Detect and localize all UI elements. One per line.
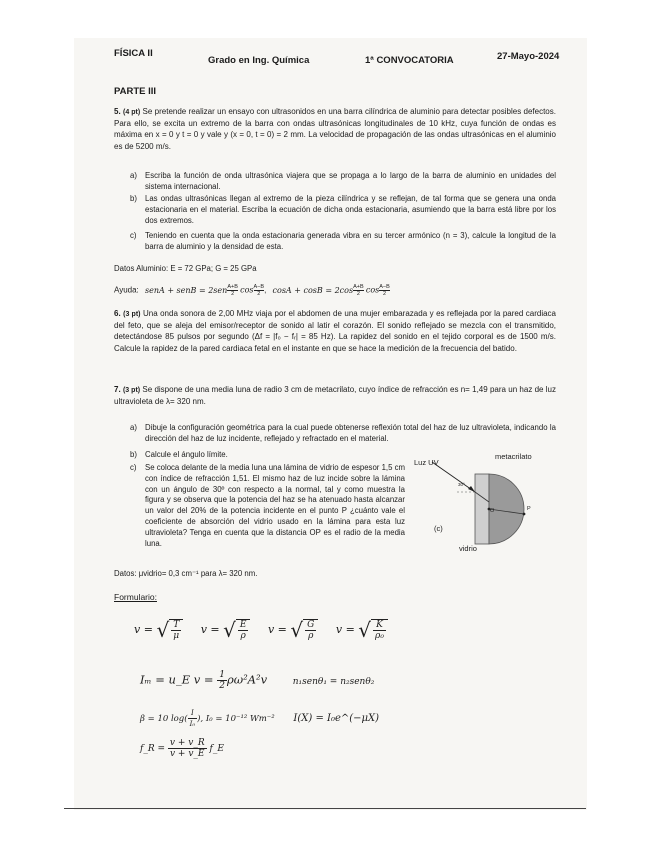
q5-help-cossum: cosA + cosB = 2cos: [272, 285, 354, 295]
q7-number: 7.: [114, 385, 121, 394]
v-eq-4: v =: [335, 623, 355, 636]
q7-item-b: [130, 450, 405, 461]
formula-intensity-row: Iₘ = u_E v = $\frac{1}{2}$ ρω²A²v n₁senθ₁ = n₂senθ₂: [140, 670, 375, 691]
intensity-formula: Iₘ = u_E v =: [140, 672, 218, 687]
uv-label: Luz UV: [414, 458, 439, 467]
glass-slab: [475, 474, 489, 544]
q5-item-a-label: a): [130, 171, 137, 180]
q7-item-c-text: Se coloca delante de la media luna una lámina de vidrio de espesor 1,5 cm con índice de refracción 1,51. El mismo haz de luz incide sobre la lámina con un ángulo de 30º con respecto a la normal, tal y como muestra la figura y se observa que la potencia del haz se ha atenuado hasta alcanzar un valor del 20% de la potencia incidente en el punto P ¿cuánto vale el coeficiente de absorción del vidrio usado en la lámina para esta luz ultravioleta? Tenga en cuenta que la distancia OP es el radio de la media luna.: [145, 463, 405, 548]
q5-data: Datos Aluminio: E = 72 GPa; G = 25 GPa: [114, 264, 257, 273]
formula-doppler-row: f_R = $\frac{v + v\_R}{v + v\_E}$ f_E: [140, 738, 224, 759]
q7-item-a: [130, 423, 556, 445]
q5-help-cos1: cos: [240, 285, 254, 295]
q6-statement: [114, 308, 556, 354]
figure-label: (c): [434, 524, 443, 533]
q5-help-frac4: $\frac{A-B}{2}$: [379, 284, 390, 297]
q7-item-c: [130, 463, 405, 549]
q5-item-b-label: b): [130, 194, 137, 203]
q5-number: 5.: [114, 107, 121, 116]
intensity-tail: ρω²A²v: [226, 672, 268, 687]
q5-help-frac2: $\frac{A-B}{2}$: [253, 284, 265, 297]
q5-item-b: [130, 194, 556, 226]
q7-item-c-label: c): [130, 463, 137, 472]
q7-item-b-label: b): [130, 450, 137, 459]
point-p: [523, 513, 526, 516]
part-title: PARTE III: [114, 86, 157, 97]
q5-points: (4 pt): [123, 109, 141, 116]
q7-data: Datos: μvidrio= 0,3 cm⁻¹ para λ= 320 nm.: [114, 569, 258, 578]
halfmoon-figure: [412, 452, 562, 562]
v-eq-1: v =: [134, 623, 153, 636]
q5-statement: [114, 106, 556, 152]
formulario-title: Formulario:: [114, 592, 157, 602]
v-eq-2: v =: [200, 623, 220, 636]
call-title: 1ª CONVOCATORIA: [365, 55, 454, 66]
q5-help-frac3: $\frac{A+B}{2}$: [353, 284, 364, 297]
q5-help-frac1: $\frac{A+B}{2}$: [227, 284, 238, 297]
p-label: P: [527, 506, 531, 512]
q7-points: (3 pt): [122, 387, 141, 394]
q6-points: (3 pt): [123, 311, 141, 318]
q5-item-c-label: c): [130, 231, 137, 240]
q5-help: Ayuda: senA + senB = 2sen $\frac{A+B}{2}$ cos $\frac{A-B}{2}$ , cosA + cosB = 2cos $\frac{A+B}{2}$ cos $\frac{A-B}{2}$: [114, 284, 390, 297]
formula-speed-row: v = √ $\frac{T}{\mu}$ v = √ $\frac{E}{\rho}$ v = √ $\frac{G}{\rho}$ v = √ $\frac{K}{\text{ρ₀}}$: [134, 618, 388, 642]
metacrylate-label: metacrilato: [495, 452, 532, 461]
q7-statement: [114, 384, 556, 407]
sound-level-formula: β = 10 log: [140, 714, 185, 724]
q6-text: Una onda sonora de 2,00 MHz viaja por el abdomen de una mujer embarazada y es reflejada por la pared cardiaca del feto, que se aleja del emisor/receptor de sonido al latir el corazón. El sonido reflejado se mezcla con el transmitido, detectándose 85 pulsos por segundo (Δf = |f₀ − fᵣ| = 85 Hz). La rapidez del sonido en el tejido corporal es de 1500 m/s. Calcule la rapidez de la pared cardiaca fetal en el instante en que se hace la medición de la frecuencia del batido.: [114, 309, 556, 353]
exam-sheet: [74, 38, 587, 810]
q5-help-sum: senA + senB = 2sen: [145, 285, 228, 295]
q7-item-a-label: a): [130, 423, 137, 432]
q5-item-b-text: Las ondas ultrasónicas llegan al extremo de la pieza cilíndrica y se reflejan, de tal forma que se genera una onda estacionaria en el material. Escriba la ecuación de dicha onda estacionaria, asumiendo que la barra está libre por los dos extremos.: [145, 194, 556, 225]
q5-help-cos2: cos: [365, 285, 380, 295]
bottom-rule: [64, 808, 586, 809]
ray-arrow-icon: [468, 486, 475, 492]
q5-item-a: [130, 171, 556, 193]
angle-label: 30°: [458, 482, 465, 487]
formula-level-row: β = 10 log( $\frac{I}{\text{I₀}}$ ), I₀ = 10⁻¹² Wm⁻² I(X) = I₀e^(−μX): [140, 709, 380, 728]
exam-date: 27-Mayo-2024: [497, 51, 560, 62]
q5-help-label: Ayuda:: [114, 285, 139, 295]
v-eq-3: v =: [267, 623, 287, 636]
course-title: FÍSICA II: [114, 48, 153, 59]
q7-text: Se dispone de una media luna de radio 3 cm de metacrilato, cuyo índice de refracción es n= 1,49 para un haz de luz ultravioleta de λ= 320 nm.: [114, 385, 556, 407]
doppler-tail: f_E: [209, 744, 224, 754]
q5-text: Se pretende realizar un ensayo con ultrasonidos en una barra cilíndrica de aluminio para detectar posibles defectos. Para ello, se excita un extremo de la barra con ondas ultrasónicas longitudinales de 10 kHz, cuya función de ondas es máxima en x = 0 y t = 0 y vale y (x = 0, t = 0) = 2 mm. La velocidad de propagación de las ondas ultrasónicas en el aluminio es de 5200 m/s.: [114, 107, 556, 151]
o-label: O: [490, 508, 495, 514]
q5-item-c-text: Teniendo en cuenta que la onda estacionaria generada vibra en su tercer armónico (n = 3), calcule la longitud de la barra de aluminio y la densidad de esta.: [145, 231, 556, 251]
q7-item-b-text: Calcule el ángulo límite.: [145, 450, 228, 459]
q6-number: 6.: [114, 309, 121, 318]
absorption-law: I(X) = I₀e^(−μX): [293, 713, 380, 724]
q5-item-c: [130, 231, 556, 253]
q5-item-a-text: Escriba la función de onda ultrasónica viajera que se propaga a lo largo de la barra de aluminio en unidades del sistema internacional.: [145, 171, 556, 191]
snell-law: n₁senθ₁ = n₂senθ₂: [292, 676, 375, 687]
glass-label: vidrio: [459, 544, 477, 553]
degree-title: Grado en Ing. Química: [208, 55, 310, 66]
reference-intensity: , I₀ = 10⁻¹² Wm⁻²: [200, 714, 275, 724]
doppler-formula: f_R =: [140, 744, 166, 754]
q7-item-a-text: Dibuje la configuración geométrica para la cual puede obtenerse reflexión total del haz de luz ultravioleta, indicando la dirección del haz de luz incidente, reflejado y refractado en el material.: [145, 423, 556, 443]
